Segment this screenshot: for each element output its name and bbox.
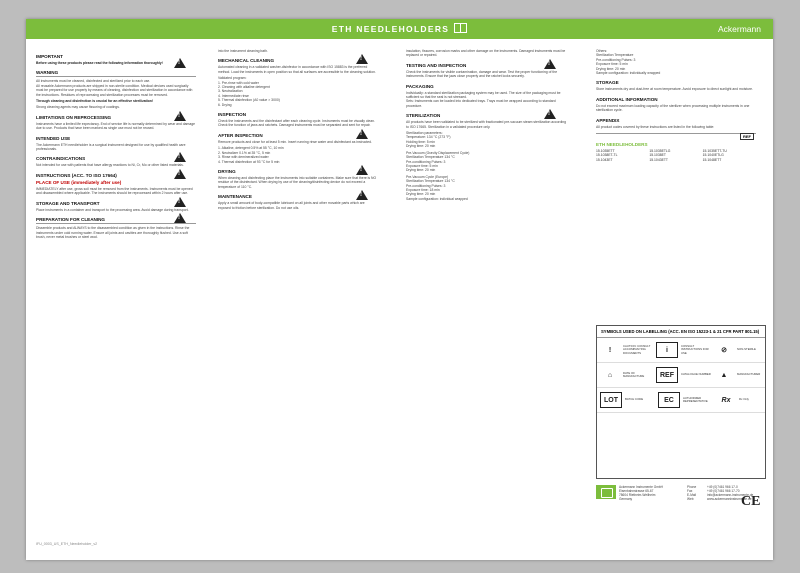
- product-code: 15.1035ETT-TU: [702, 149, 727, 154]
- document-title: [26, 23, 773, 34]
- symbol-cell: [711, 368, 767, 382]
- contact-label: Phone: [687, 485, 697, 489]
- symbol-cell: [711, 343, 767, 357]
- symbol-label: CONSULT INSTRUCTIONS FOR USE: [681, 343, 709, 355]
- drying-text: When cleaning and disinfecting place the instruments into suitable containers. Make sure that there is NO residue of the disinfectant. When drying by use of the cleaning/disinfecting device do not exceed a temperature of 110 °C.: [218, 175, 377, 189]
- packaging-text: Individually: a standard sterilization packaging system may be used. The size of the packaging must be sufficient so that the seal is not stressed. Sets: Instruments can be loaded into dedicated trays. Trays must be wrapped according to standard procedure.: [406, 90, 561, 108]
- additional-info-heading: ADDITIONAL INFORMATION: [596, 96, 658, 102]
- place-of-use-heading: PLACE OF USE (immediately after use): [36, 179, 122, 185]
- symbol-cell: [597, 343, 653, 357]
- product-codes-box: [596, 133, 756, 162]
- sterilization-heading: STERILIZATION: [406, 113, 441, 119]
- contact-value: +49 (0)7461 966 17-0: [707, 485, 738, 489]
- column-3: [406, 49, 566, 549]
- column-1: [36, 49, 196, 549]
- column-2: [218, 49, 378, 549]
- drying-heading: DRYING: [218, 168, 236, 174]
- symbol-cell: [655, 392, 713, 408]
- product-code: 15.1043ET: [596, 157, 613, 162]
- maintenance-text: Apply a small amount of body-compatible lubricant on all joints and other movable parts which are exposed to friction before sterilization. Do not use oils.: [218, 201, 365, 210]
- intended-use-text: The Ackermann ETH needleholder is a surgical instrument designed for use by qualified health care professionals.: [36, 142, 186, 152]
- document-id: IFU_0003_US_ETH_Needleholder_v2: [36, 542, 98, 546]
- ce-mark: CE: [741, 494, 761, 509]
- product-code: 15.1048ETT: [702, 157, 722, 162]
- contact-label: Fax: [687, 489, 693, 493]
- symbol-cell: [713, 393, 769, 407]
- contact-label: E-Mail: [687, 493, 697, 497]
- storage-heading: STORAGE: [596, 80, 619, 86]
- col2-intro-text: into the instrument cleaning bath.: [218, 49, 268, 53]
- address-line: [619, 497, 759, 501]
- contact-value: +49 (0)7461 966 17-70: [707, 489, 740, 493]
- product-code: 15.1040ETLG: [702, 153, 724, 158]
- symbol-label: CATALOGUE NUMBER: [681, 372, 711, 377]
- product-code: 15.1043ETT: [649, 157, 668, 162]
- manufacturer-icon: ▲: [720, 371, 728, 379]
- brand-logo-text: Ackermann: [718, 24, 761, 34]
- col3-intro-text: insulation, fissures, corrosion marks and other damage on the instruments. Damaged instruments must be replaced or repaired.: [406, 49, 566, 58]
- symbols-title: SYMBOLS USED ON LABELLING (ACC. EN ISO 15223-1 & 21 CFR PART 801.15): [597, 326, 765, 338]
- strong-agents-text: Strong cleaning agents may cause fissuring of coatings.: [36, 105, 120, 110]
- factory-icon: ⌂: [607, 371, 613, 379]
- product-code: 15.1035ETT: [596, 149, 615, 154]
- intended-use-heading: INTENDED USE: [36, 135, 71, 141]
- document-title-text: ETH NEEDLEHOLDERS: [331, 24, 450, 34]
- symbol-cell: [597, 392, 655, 408]
- maintenance-warning-icon: [356, 190, 368, 200]
- preparation-heading: PREPARATION FOR CLEANING: [36, 217, 196, 224]
- limitations-text: Instruments have a limited life expectancy. End of service life is normally determined by wear and damage due to use. Products that have been marked as single use must not be reused.: [36, 121, 195, 131]
- symbol-label: DATE OF MANUFACTURE: [623, 370, 645, 378]
- symbol-label: BATCH CODE: [625, 397, 644, 402]
- storage-warning-icon: [174, 197, 186, 207]
- symbol-cell: [653, 342, 711, 358]
- contact-value: info@ackermann-instrumente.de: [707, 493, 754, 497]
- symbol-cell: [597, 368, 653, 382]
- symbol-label: CAUTION: CONSULT ACCOMPANYING DOCUMENTS: [623, 343, 651, 355]
- address-text: Eisenbahnstrasse 65-67: [619, 489, 654, 493]
- warning-icon: !: [608, 346, 612, 354]
- column-4: [596, 49, 756, 319]
- contraindications-text: Not intended for use with patients that have allergy reactions to Ni, Cr, Mo or other listed materials.: [36, 163, 184, 168]
- validated-program-text: Validated program: 1. Pre-rinse with cold water 2. Cleaning with alkaline detergent 3. Neutralization 4. Intermediate rinse 5. Thermal disinfection (A0 value > 3000) 6. Drying: [218, 76, 280, 107]
- after-inspection-text: Remove products and close for at least 5 min. Insert running rinse water and disinfectant as instructed.: [218, 139, 372, 144]
- book-icon: i: [656, 342, 678, 358]
- rx-only-icon: Rx: [721, 396, 731, 404]
- contraindications-warning-icon: [174, 152, 186, 162]
- ref-icon: REF: [656, 367, 678, 383]
- sterilization-params-text: Sterilization parameters: Temperature: 134 °C (273 °F) Holding time: 5 min Drying time: 20 min: [406, 131, 451, 149]
- symbol-label: AUTHORIZED REPRESENTATIVE: [683, 395, 708, 403]
- contraindications-heading: CONTRAINDICATIONS: [36, 156, 86, 162]
- ifu-sheet: [26, 19, 773, 560]
- instructions-warning-icon: [174, 169, 186, 179]
- limitations-heading: LIMITATIONS ON REPROCESSING: [36, 114, 112, 120]
- testing-heading: TESTING AND INSPECTION: [406, 62, 467, 68]
- product-codes-grid: [596, 149, 756, 162]
- testing-warning-icon: [544, 59, 556, 69]
- contact-label: Web: [687, 497, 694, 501]
- product-code: 15.1038ET-TL: [596, 153, 618, 158]
- through-cleaning-text: Through cleaning and disinfection is crucial for an effective sterilization!: [36, 99, 153, 104]
- mechanical-cleaning-heading: MECHANICAL CLEANING: [218, 58, 275, 64]
- instructions-heading: INSTRUCTIONS (ACC. TO ISO 17664): [36, 172, 117, 178]
- sterilization-warning-icon: [544, 109, 556, 119]
- warning-heading: WARNING: [36, 70, 196, 77]
- cleaning-steps-text: 1. Alkaline, detergent 0.5% at 55 °C, 10 min 2. Neutralizer 0.1% at 35 °C, 5 min 3. Rinse with demineralized water 4. Thermal disinfection at 93 °C for 5 min: [218, 146, 284, 164]
- important-heading: IMPORTANT: [36, 54, 63, 59]
- product-code: 15.1038ET: [649, 153, 666, 158]
- important-text: Before using these products please read the following information thoroughly!: [36, 61, 163, 65]
- address-text: 78604 Rietheim-Weilheim: [619, 493, 656, 497]
- after-inspection-warning-icon: [356, 129, 368, 139]
- symbols-rows: [597, 338, 765, 413]
- header-bar: [26, 19, 773, 39]
- drying-warning-icon: [356, 165, 368, 175]
- cycle-2-text: Pre-Vacuum Cycle (Europe) Sterilization Temperature 134 °C Pre-conditioning Pulses: 3 Exposure time: 18 min Drying time: 20 min Sample configuration: individual wrapped: [406, 174, 468, 201]
- symbol-cell: [653, 367, 711, 383]
- limitations-warning-icon: [174, 111, 186, 121]
- sterilization-text: All products have been validated to be sterilized with fractionated pre-vacuum steam sterilization according to ISO 17665. Sterilization in a validated procedure only.: [406, 120, 566, 129]
- others-text: Others: Sterilization Temperature Pre-conditioning Pulses: 3 Exposure time: 5 min Drying time: 20 min Sample configuration: individually wrapped: [596, 49, 661, 76]
- instructions-book-icon: [454, 23, 467, 33]
- storage-text: Store instruments dry and dust-free at room temperature. Avoid exposure to direct sunlight and moisture.: [596, 87, 753, 92]
- cycle-1-text: Pre-Vacuum (Gravity Displacement Cycle) Sterilization Temperature 134 °C Pre-conditioning Pulses: 3 Exposure time: 5 min Drying time: 20 min: [406, 150, 470, 173]
- address-text: Ackermann Instrumente GmbH: [619, 485, 663, 489]
- mechanical-warning-icon: [356, 54, 368, 64]
- storage-transport-text: Place instruments in a container and transport to the processing area. Avoid damage during transport.: [36, 207, 189, 212]
- lot-icon: LOT: [600, 392, 622, 408]
- packaging-heading: PACKAGING: [406, 83, 434, 89]
- appendix-heading: APPENDIX: [596, 117, 620, 123]
- symbol-row: [597, 363, 765, 388]
- preparation-warning-icon: [174, 213, 186, 223]
- preparation-text: Dissemble products and ALWAYS to the disassembled condition as given in the instructions. Rinse the instruments under cold running water. Ensure all joints and cavities are thoroughly flushed. Use a soft brush, never metal brushes or steel wool.: [36, 226, 190, 239]
- symbol-label: MANUFACTURER: [737, 372, 761, 377]
- company-logo: [596, 485, 616, 499]
- symbol-row: [597, 388, 765, 413]
- contact-value: www.ackermanninstrumente.de: [707, 497, 752, 501]
- symbols-legend: [596, 325, 766, 479]
- mechanical-cleaning-text: Automated cleaning in a validated washer-disinfector in accordance with ISO 15883 is the preferred method. Load the instruments in open position so that all surfaces are accessible to the cleaning solution.: [218, 65, 376, 74]
- address-block: [619, 485, 759, 501]
- symbol-row: [597, 338, 765, 363]
- ec-rep-icon: EC: [658, 392, 680, 408]
- inspection-text: Check the instruments and the disinfectant after each cleaning cycle. Instruments must be visually clean. Check the function of jaws and ratchets. Damaged instruments must be separated and sent for repair.: [218, 119, 375, 128]
- appendix-text: All product codes covered by these instructions are listed in the following table:: [596, 124, 715, 129]
- testing-text: Check the instruments for visible contamination, damage and wear. Test the proper functioning of the instruments. Ensure that the jaws close properly and the ratchet locks securely.: [406, 69, 558, 79]
- additional-info-text: Do not exceed maximum loading capacity of the sterilizer when processing multiple instruments in one sterilization cycle.: [596, 103, 750, 113]
- symbol-label: NON-STERILE: [737, 347, 756, 352]
- symbol-label: Rx Only: [739, 397, 749, 402]
- inspection-heading: INSPECTION: [218, 112, 247, 118]
- after-inspection-heading: AFTER INSPECTION: [218, 132, 263, 138]
- product-code: 15.1035ETLG: [649, 149, 671, 154]
- warning-text: All instruments must be cleaned, disinfected and sterilized prior to each use. All reusable Ackermann products are shipped in non-sterile condition. Medical devices used surgically must be prepared for use properly by means of cleaning, disinfection and sterilization in accordance with the instructions. Residues of reprocessing and sterilization processes must be removed.: [36, 79, 193, 97]
- eth-needleholders-heading: ETH NEEDLEHOLDERS: [596, 142, 648, 148]
- warning-icon: [174, 58, 186, 68]
- ref-badge: REF: [740, 133, 754, 140]
- non-sterile-icon: ⊘: [721, 347, 727, 354]
- address-text: Germany: [619, 497, 633, 501]
- instructions-text: IMMEDIATELY after use, gross soil must be removed from the instruments. Instruments must be opened and disassembled where applicable. The instruments should be reprocessed within 2 hours after use.: [36, 186, 193, 196]
- maintenance-heading: MAINTENANCE: [218, 194, 252, 200]
- storage-transport-heading: STORAGE AND TRANSPORT: [36, 200, 100, 206]
